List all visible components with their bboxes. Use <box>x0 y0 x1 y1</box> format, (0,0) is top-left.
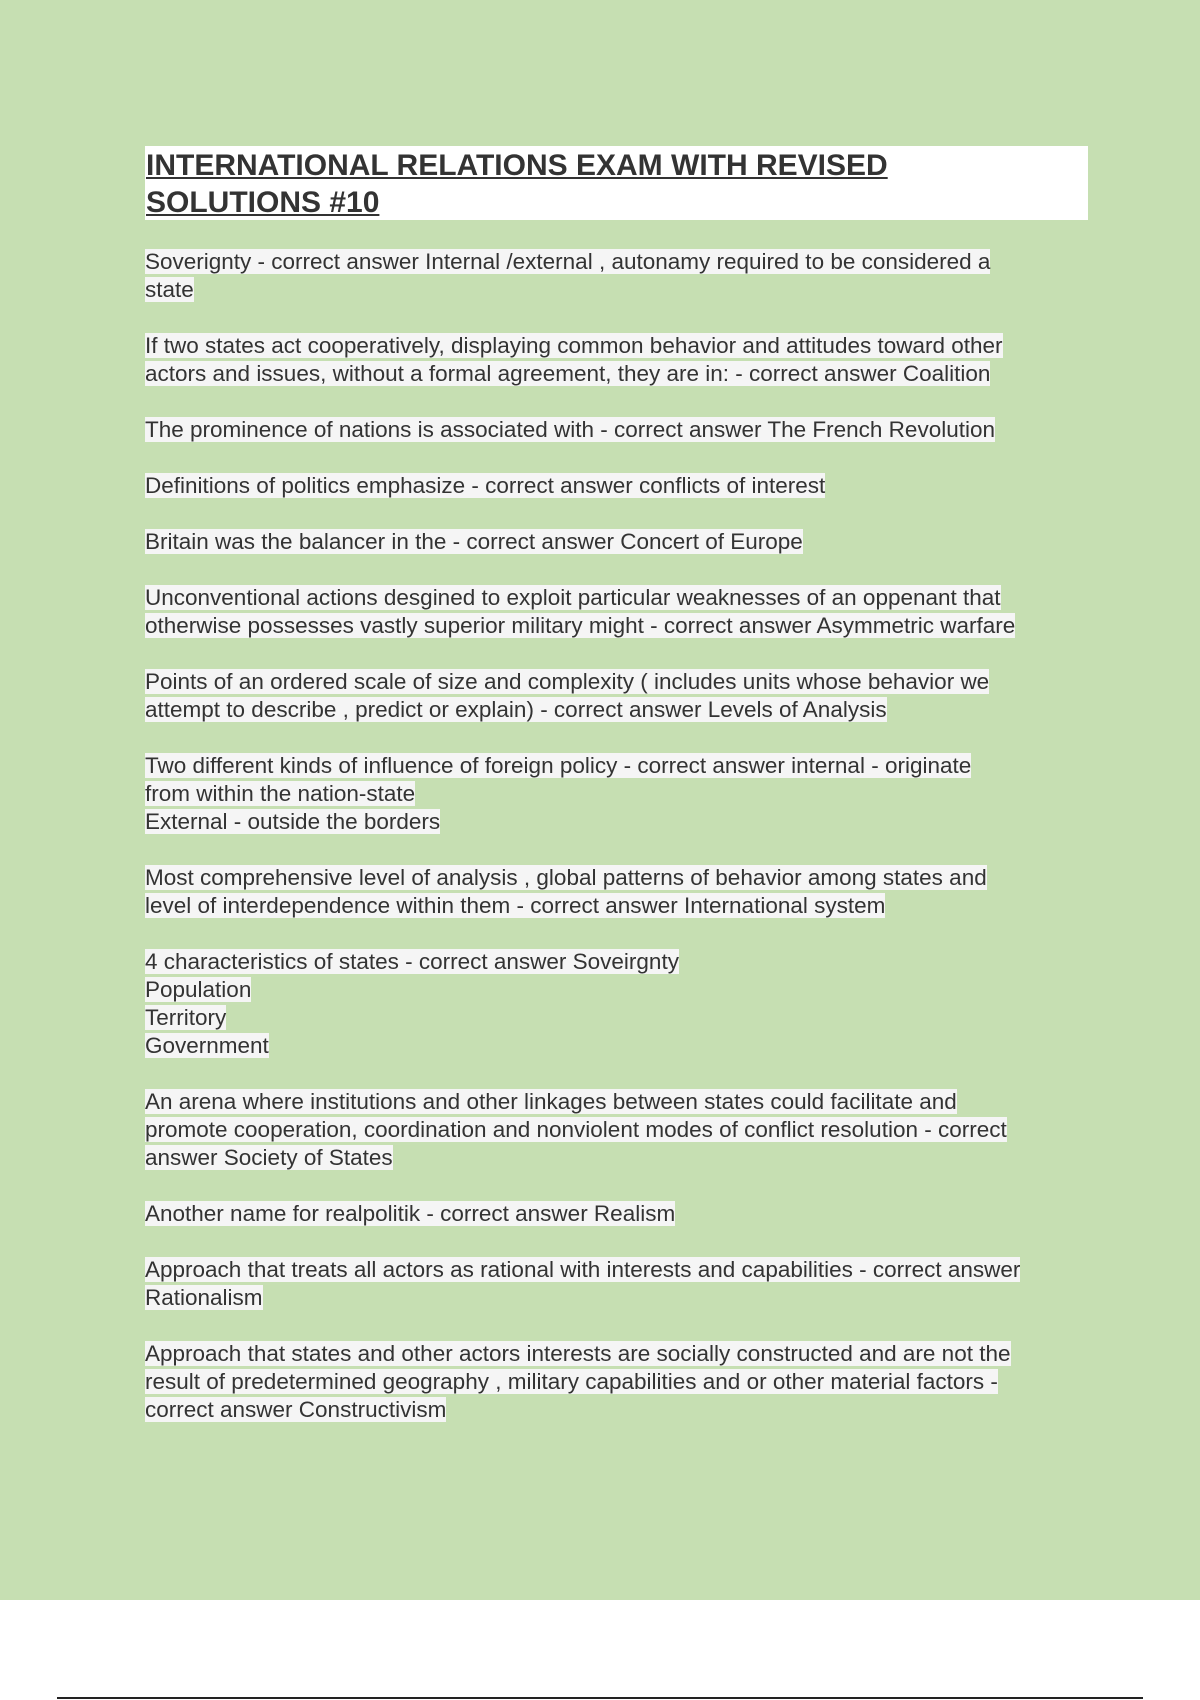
qa-item <box>145 528 1095 556</box>
qa-line: otherwise possesses vastly superior military might - correct answer Asymmetric warfare <box>145 613 1016 638</box>
qa-line: Another name for realpolitik - correct answer Realism <box>145 1201 676 1226</box>
qa-line: attempt to describe , predict or explain) - correct answer Levels of Analysis <box>145 697 887 722</box>
qa-line: 4 characteristics of states - correct answer Soveirgnty <box>145 949 679 974</box>
qa-line: Government <box>145 1033 269 1058</box>
qa-line: Approach that treats all actors as rational with interests and capabilities - correct answer <box>145 1257 1021 1282</box>
qa-item <box>145 752 1095 836</box>
qa-line: Population <box>145 977 252 1002</box>
qa-item <box>145 1200 1095 1228</box>
qa-list <box>145 248 1095 1452</box>
qa-item <box>145 1256 1095 1312</box>
qa-line: If two states act cooperatively, displaying common behavior and attitudes toward other <box>145 333 1003 358</box>
qa-line: promote cooperation, coordination and nonviolent modes of conflict resolution - correct <box>145 1117 1007 1142</box>
qa-line: Points of an ordered scale of size and complexity ( includes units whose behavior we <box>145 669 990 694</box>
qa-item <box>145 332 1095 388</box>
qa-line: Approach that states and other actors interests are socially constructed and are not the <box>145 1341 1011 1366</box>
qa-line: state <box>145 277 194 302</box>
qa-item <box>145 948 1095 1060</box>
qa-line: Two different kinds of influence of foreign policy - correct answer internal - originate <box>145 753 972 778</box>
qa-line: An arena where institutions and other linkages between states could facilitate and <box>145 1089 957 1114</box>
qa-line: correct answer Constructivism <box>145 1397 447 1422</box>
qa-item <box>145 864 1095 920</box>
qa-line: Britain was the balancer in the - correct answer Concert of Europe <box>145 529 803 554</box>
qa-line: Definitions of politics emphasize - correct answer conflicts of interest <box>145 473 826 498</box>
qa-item <box>145 1340 1095 1424</box>
qa-item <box>145 1088 1095 1172</box>
qa-line: Soverignty - correct answer Internal /external , autonamy required to be considered a <box>145 249 991 274</box>
qa-line: result of predetermined geography , military capabilities and or other material factors - <box>145 1369 998 1394</box>
footer-rule <box>57 1697 1143 1699</box>
qa-item <box>145 584 1095 640</box>
qa-line: answer Society of States <box>145 1145 393 1170</box>
qa-line: Rationalism <box>145 1285 263 1310</box>
qa-line: actors and issues, without a formal agreement, they are in: - correct answer Coalition <box>145 361 991 386</box>
qa-line: Territory <box>145 1005 227 1030</box>
qa-line: level of interdependence within them - correct answer International system <box>145 893 886 918</box>
document-title: INTERNATIONAL RELATIONS EXAM WITH REVISED SOLUTIONS #10 <box>146 149 888 219</box>
qa-item <box>145 668 1095 724</box>
qa-line: The prominence of nations is associated with - correct answer The French Revolution <box>145 417 995 442</box>
qa-line: from within the nation-state <box>145 781 416 806</box>
qa-item <box>145 472 1095 500</box>
qa-item <box>145 416 1095 444</box>
qa-line: Unconventional actions desgined to exploit particular weaknesses of an oppenant that <box>145 585 1001 610</box>
qa-line: External - outside the borders <box>145 809 441 834</box>
qa-line: Most comprehensive level of analysis , global patterns of behavior among states and <box>145 865 987 890</box>
qa-item <box>145 248 1095 304</box>
